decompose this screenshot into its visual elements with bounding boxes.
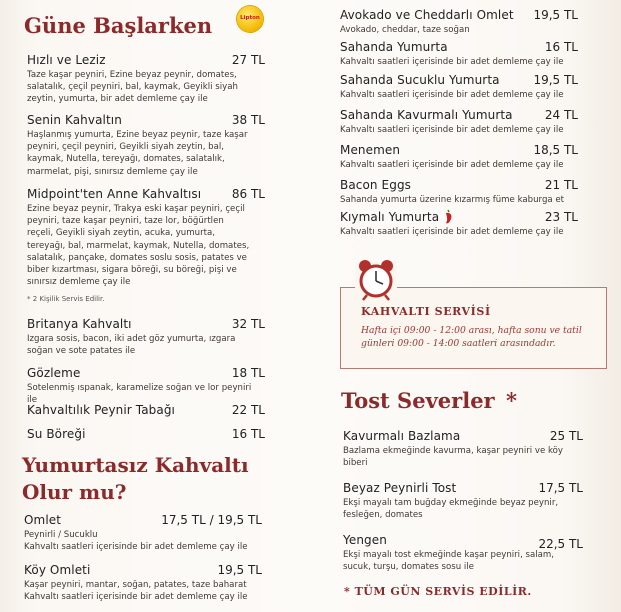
item-name: Kavurmalı Bazlama — [343, 429, 461, 443]
item-desc: Kahvaltı saatleri içerisinde bir adet demleme çay ile — [24, 542, 248, 552]
item-price: 18,5 TL — [533, 143, 578, 157]
item-price: 25 TL — [549, 429, 583, 443]
section-title-yumurtasiz — [22, 452, 249, 506]
item-price: 16 TL — [231, 427, 265, 441]
item-name: Sahanda Kavurmalı Yumurta — [340, 108, 513, 122]
item-desc: Kahvaltı saatleri içerisinde bir adet demleme çay ile — [340, 90, 564, 100]
item-desc: Ekşi mayalı tost ekmeğinde kaşar peyniri, salam, sucuk, turşu, domates sosu ile — [343, 550, 555, 573]
item-price: 18 TL — [231, 366, 265, 380]
item-name: Gözleme — [27, 366, 81, 380]
section-title-line2: Olur mu? — [22, 480, 127, 504]
section-title-tost-severler — [341, 388, 517, 413]
item-price: 19,5 TL — [533, 8, 578, 22]
item-name: Sahanda Sucuklu Yumurta — [340, 73, 500, 87]
item-price: 32 TL — [231, 317, 265, 331]
item-price: 22,5 TL — [538, 537, 583, 551]
item-name: Britanya Kahvaltı — [27, 317, 132, 331]
item-name: Kahvaltılık Peynir Tabağı — [27, 403, 175, 417]
item-desc: Kahvaltı saatleri içerisinde bir adet demleme çay ile — [340, 160, 564, 170]
all-day-note: * TÜM GÜN SERVİS EDİLİR. — [344, 585, 532, 598]
item-name: Su Böreği — [27, 427, 86, 441]
item-desc: Izgara sosis, bacon, iki adet göz yumurta, ızgara soğan ve sote patates ile — [27, 334, 236, 357]
item-note: * 2 Kişilik Servis Edilir. — [27, 295, 105, 303]
item-name: Omlet — [24, 513, 62, 527]
alarm-clock-icon — [355, 256, 397, 302]
section-title-text: Tost Severler — [341, 388, 495, 413]
item-name: Sahanda Yumurta — [340, 40, 448, 54]
item-desc: Haşlanmış yumurta, Ezine beyaz peynir, taze kaşar peyniri, çeçil peyniri, Geyikli siyah zeytin, bal, kaymak, Nutella, tereyağı, domates, salatalık, marmelat, pişi, sınırsız demleme çay ile — [27, 130, 248, 177]
item-price: 21 TL — [544, 178, 578, 192]
section-title-gune-baslarken: Güne Başlarken — [24, 13, 213, 38]
item-desc: Sotelenmiş ıspanak, karamelize soğan ve lor peyniri ile — [27, 383, 252, 406]
item-name: Beyaz Peynirli Tost — [343, 481, 457, 495]
item-desc: Ekşi mayalı tam buğday ekmeğinde beyaz peynir, fesleğen, domates — [343, 498, 559, 521]
item-price: 38 TL — [231, 113, 265, 127]
section-title-line1: Yumurtasız Kahvaltı — [22, 453, 249, 477]
item-name: Kıymalı Yumurta — [340, 210, 440, 224]
item-name: Bacon Eggs — [340, 178, 412, 192]
item-name: Köy Omleti — [24, 563, 91, 577]
item-price: 23 TL — [544, 210, 578, 224]
item-price: 19,5 TL — [217, 563, 262, 577]
item-price: 19,5 TL — [533, 73, 578, 87]
item-name: Midpoint'ten Anne Kahvaltısı — [27, 187, 202, 201]
item-desc: Avokado, cheddar, taze soğan — [340, 25, 470, 35]
item-desc: Kahvaltı saatleri içerisinde bir adet demleme çay ile — [340, 227, 564, 237]
item-desc: Kahvaltı saatleri içerisinde bir adet demleme çay ile — [340, 57, 564, 67]
item-desc: Kaşar peyniri, mantar, soğan, patates, taze baharat Kahvaltı saatleri içerisinde bir adet demleme çay ile — [24, 580, 248, 603]
item-desc: Ezine beyaz peynir, Trakya eski kaşar peyniri, çeçil peyniri, taze kaşar peyniri, taze lor, böğürtlen reçeli, Geyikli siyah zeytin, acuka, yumurta, tereyağı, bal, marmelat, kaymak, Nutella, domates, salatalık, pançake, domates soslu sosis, patates ve biber kızartması, sigara böreği, su böreği, pişi ve sınırsız demleme çay ile — [27, 204, 250, 288]
item-price: 86 TL — [231, 187, 265, 201]
item-price: 27 TL — [231, 53, 265, 67]
item-name: Hızlı ve Leziz — [27, 53, 106, 67]
item-desc: Taze kaşar peyniri, Ezine beyaz peynir, domates, salatalık, çeçil peyniri, bal, kaymak, Geyikli siyah zeytin, yumurta, bir adet demleme çay ile — [27, 70, 238, 105]
item-price: 24 TL — [544, 108, 578, 122]
item-price: 16 TL — [544, 40, 578, 54]
chili-pepper-icon — [442, 209, 454, 225]
section-title-star: * — [505, 388, 517, 413]
item-name: Senin Kahvaltın — [27, 113, 122, 127]
service-title: KAHVALTI SERVİSİ — [361, 305, 491, 318]
item-price: 17,5 TL — [538, 481, 583, 495]
item-desc: Kahvaltı saatleri içerisinde bir adet demleme çay ile — [340, 125, 564, 135]
lipton-logo-text: Lipton — [240, 15, 260, 21]
lipton-logo — [237, 6, 263, 32]
item-price: 22 TL — [231, 403, 265, 417]
item-desc: Sahanda yumurta üzerine kızarmış füme kaburga et — [340, 195, 565, 205]
item-sub: Peynirli / Sucuklu — [24, 530, 98, 540]
service-hours-text: Hafta içi 09:00 - 12:00 arası, hafta sonu ve tatil günleri 09:00 - 14:00 saatleri arasındadır. — [361, 325, 582, 349]
item-name: Avokado ve Cheddarlı Omlet — [340, 8, 514, 22]
item-price: 17,5 TL / 19,5 TL — [161, 513, 262, 527]
item-name: Menemen — [340, 143, 401, 157]
item-desc: Bazlama ekmeğinde kavurma, kaşar peyniri ve köy biberi — [343, 446, 564, 469]
item-name: Yengen — [343, 533, 387, 547]
